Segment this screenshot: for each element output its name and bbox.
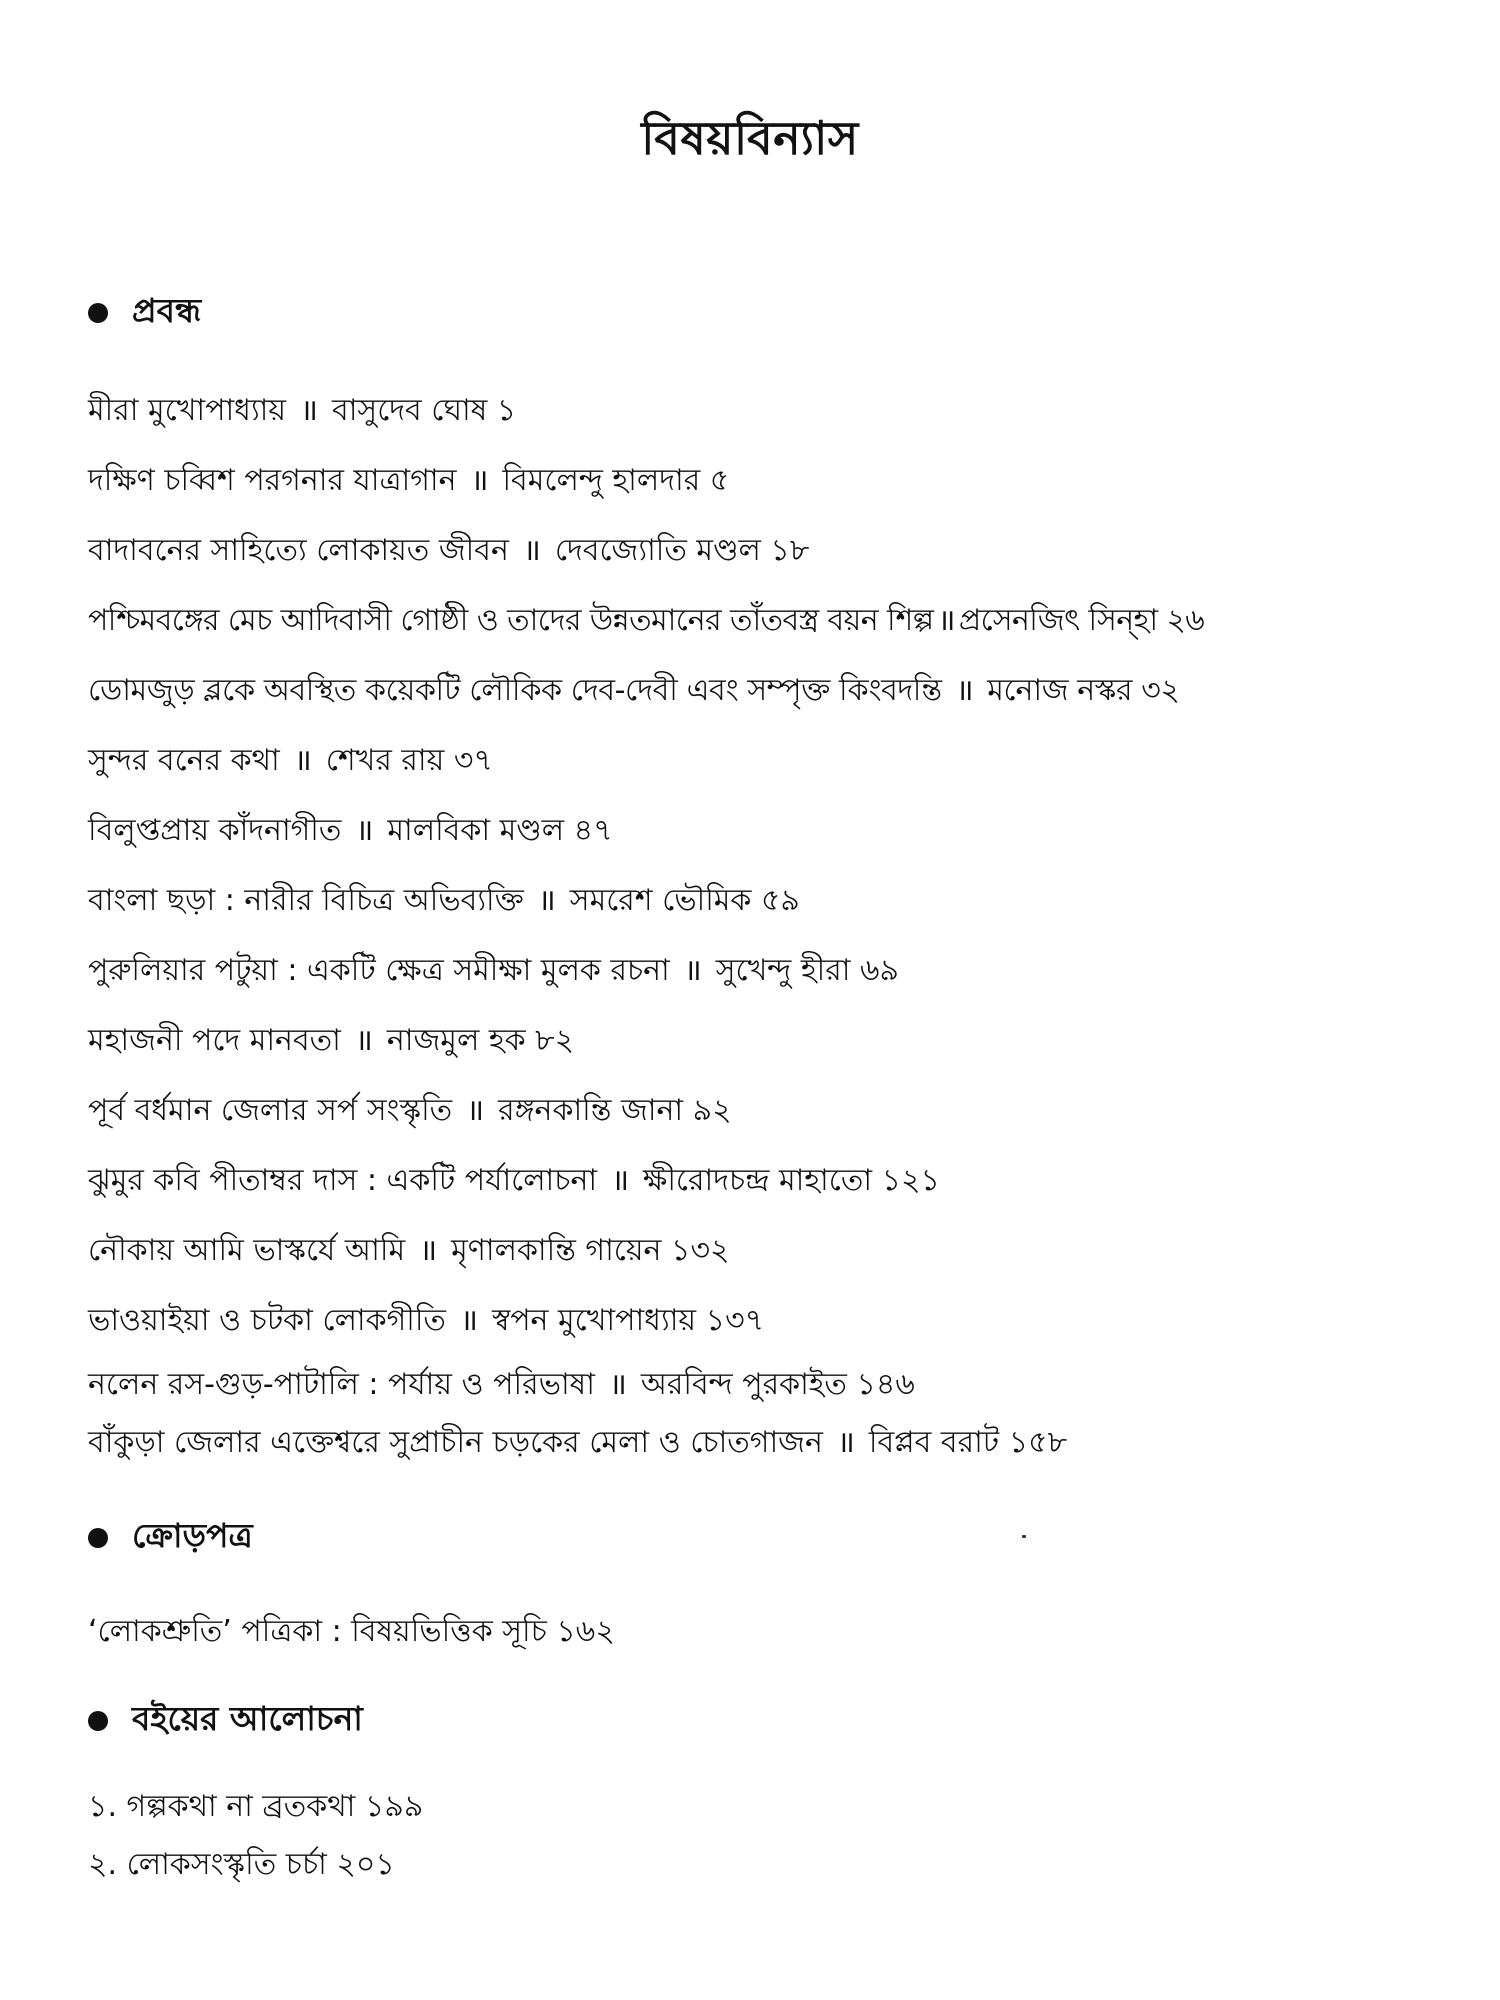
entry-separator: ॥ (466, 1093, 485, 1128)
entry-title: বাংলা ছড়া : নারীর বিচিত্র অভিব্যক্তি (88, 883, 524, 918)
toc-entry (88, 726, 1428, 796)
entry-separator: ॥ (683, 953, 702, 988)
toc-entry (88, 1146, 1428, 1216)
entry-page: ৩৭ (453, 743, 493, 778)
section-heading-label: ক্রোড়পত্র (132, 1516, 253, 1555)
bullet-icon (88, 303, 108, 323)
toc-entry (88, 796, 1428, 866)
entry-page: ১৩২ (670, 1233, 730, 1268)
toc-entry (88, 1414, 1428, 1472)
entry-title: বাদাবনের সাহিত্যে লোকায়ত জীবন (88, 533, 509, 568)
entry-title: ভাওয়াইয়া ও চটকা লোকগীতি (88, 1303, 446, 1338)
entry-author: ক্ষীরোদচন্দ্র মাহাতো (643, 1163, 873, 1198)
entry-page: ১৫৮ (1008, 1425, 1068, 1460)
entry-title: ডোমজুড় ব্লকে অবস্থিত কয়েকটি লৌকিক দেব-দেবী এবং সম্পৃক্ত কিংবদন্তি (88, 673, 942, 708)
entry-title: দক্ষিণ চব্বিশ পরগনার যাত্রাগান (88, 463, 457, 498)
entry-author: শেখর রায় (325, 743, 445, 778)
toc-entry (88, 1286, 1428, 1356)
section-essays (88, 290, 1428, 1472)
bullet-icon (88, 1711, 108, 1731)
toc-entry (88, 376, 1428, 446)
entry-title: নলেন রস-গুড়-পাটালি : পর্যায় ও পরিভাষা (88, 1367, 595, 1402)
entry-page: ৫৯ (760, 883, 800, 918)
toc-entry (88, 936, 1428, 1006)
entry-separator: ॥ (355, 813, 374, 848)
bullet-icon (88, 1528, 108, 1548)
entry-title: বিলুপ্তপ্রায় কাঁদনাগীত (88, 813, 342, 848)
entry-page: ২৬ (1166, 603, 1205, 638)
entry-page: ৫ (709, 463, 730, 498)
section-heading (88, 1515, 1428, 1561)
section-supplement (88, 1515, 1428, 1667)
entry-separator: ॥ (354, 1023, 373, 1058)
entry-author: বিপ্লব বরাট (868, 1425, 1000, 1460)
entry-separator: ॥ (419, 1233, 438, 1268)
section-heading (88, 1698, 1428, 1744)
entry-title: পশ্চিমবঙ্গের মেচ আদিবাসী গোষ্ঠী ও তাদের উন্নতমানের তাঁতবস্ত্র বয়ন শিল্প (88, 603, 934, 638)
entry-separator: ॥ (937, 603, 955, 638)
entry-title: ঝুমুর কবি পীতাম্বর দাস : একটি পর্যালোচনা (88, 1163, 598, 1198)
entry-separator: ॥ (836, 1425, 855, 1460)
section-book-reviews (88, 1698, 1428, 1894)
entry-title: পুরুলিয়ার পটুয়া : একটি ক্ষেত্র সমীক্ষা মুলক রচনা (88, 953, 670, 988)
entry-page: ৪৭ (573, 813, 613, 848)
entry-page: ৮২ (535, 1023, 575, 1058)
entry-title: মহাজনী পদে মানবতা (88, 1023, 341, 1058)
toc-entry (88, 866, 1428, 936)
entry-page: ১৮ (770, 533, 810, 568)
toc-entry (88, 1006, 1428, 1076)
entry-title: বাঁকুড়া জেলার এক্তেশ্বরে সুপ্রাচীন চড়কের মেলা ও চোতগাজন (88, 1425, 823, 1460)
entry-author: মালবিকা মণ্ডল (387, 813, 565, 848)
toc-entry: ‘লোকশ্রুতি’ পত্রিকা : বিষয়ভিত্তিক সূচি ১৬২ (88, 1614, 615, 1649)
entry-separator: ॥ (955, 673, 974, 708)
entry-separator: ॥ (608, 1367, 627, 1402)
toc-entry: ২. লোকসংস্কৃতি চর্চা ২০১ (88, 1847, 395, 1882)
entry-author: সুখেন্দু হীরা (715, 953, 851, 988)
entry-author: বিমলেন্দু হালদার (502, 463, 701, 498)
entry-separator: ॥ (470, 463, 489, 498)
entry-page: ১ (496, 393, 517, 428)
page-title: বিষয়বিন্যাস (641, 111, 859, 165)
entry-author: মৃণালকান্তি গায়েন (451, 1233, 662, 1268)
entry-author: দেবজ্যোতি মণ্ডল (554, 533, 761, 568)
entry-title: পূর্ব বর্ধমান জেলার সর্প সংস্কৃতি (88, 1093, 453, 1128)
entry-page: ৬৯ (860, 953, 899, 988)
entry-title: সুন্দর বনের কথা (88, 743, 280, 778)
entry-page: ১২১ (881, 1163, 941, 1198)
entry-author: বাসুদেব ঘোষ (332, 393, 488, 428)
entry-author: প্রসেনজিৎ সিন্‌হা (958, 603, 1158, 638)
section-heading-label: প্রবন্ধ (132, 291, 202, 330)
toc-entry (88, 1356, 1428, 1414)
entry-page: ৯২ (692, 1093, 732, 1128)
entry-author: স্বপন মুখোপাধ্যায় (491, 1303, 697, 1338)
toc-entry (88, 1216, 1428, 1286)
section-heading (88, 290, 1428, 336)
entry-page: ১৩৭ (705, 1303, 765, 1338)
entry-author: রঙ্গনকান্তি জানা (498, 1093, 684, 1128)
toc-entry (88, 656, 1428, 726)
entry-author: নাজমুল হক (386, 1023, 526, 1058)
toc-entry: ১. গল্পকথা না ব্রতকথা ১৯৯ (88, 1789, 424, 1824)
section-heading-label: বইয়ের আলোচনা (132, 1699, 363, 1738)
entry-separator: ॥ (537, 883, 556, 918)
entry-separator: ॥ (522, 533, 541, 568)
entry-author: মনোজ নস্কর (987, 673, 1133, 708)
entry-author: সমরেশ ভৌমিক (569, 883, 752, 918)
entry-separator: ॥ (300, 393, 319, 428)
entry-separator: ॥ (459, 1303, 478, 1338)
entry-separator: ॥ (611, 1163, 630, 1198)
entry-title: নৌকায় আমি ভাস্কর্যে আমি (88, 1233, 406, 1268)
entry-title: মীরা মুখোপাধ্যায় (88, 393, 287, 428)
entry-author: অরবিন্দ পুরকাইত (640, 1367, 847, 1402)
toc-entry (88, 1076, 1428, 1146)
toc-entry (88, 516, 1428, 586)
toc-entry (88, 586, 1428, 656)
entry-page: ৩২ (1141, 673, 1180, 708)
entry-page: ১৪৬ (856, 1367, 915, 1402)
toc-entry (88, 446, 1428, 516)
entry-separator: ॥ (293, 743, 312, 778)
